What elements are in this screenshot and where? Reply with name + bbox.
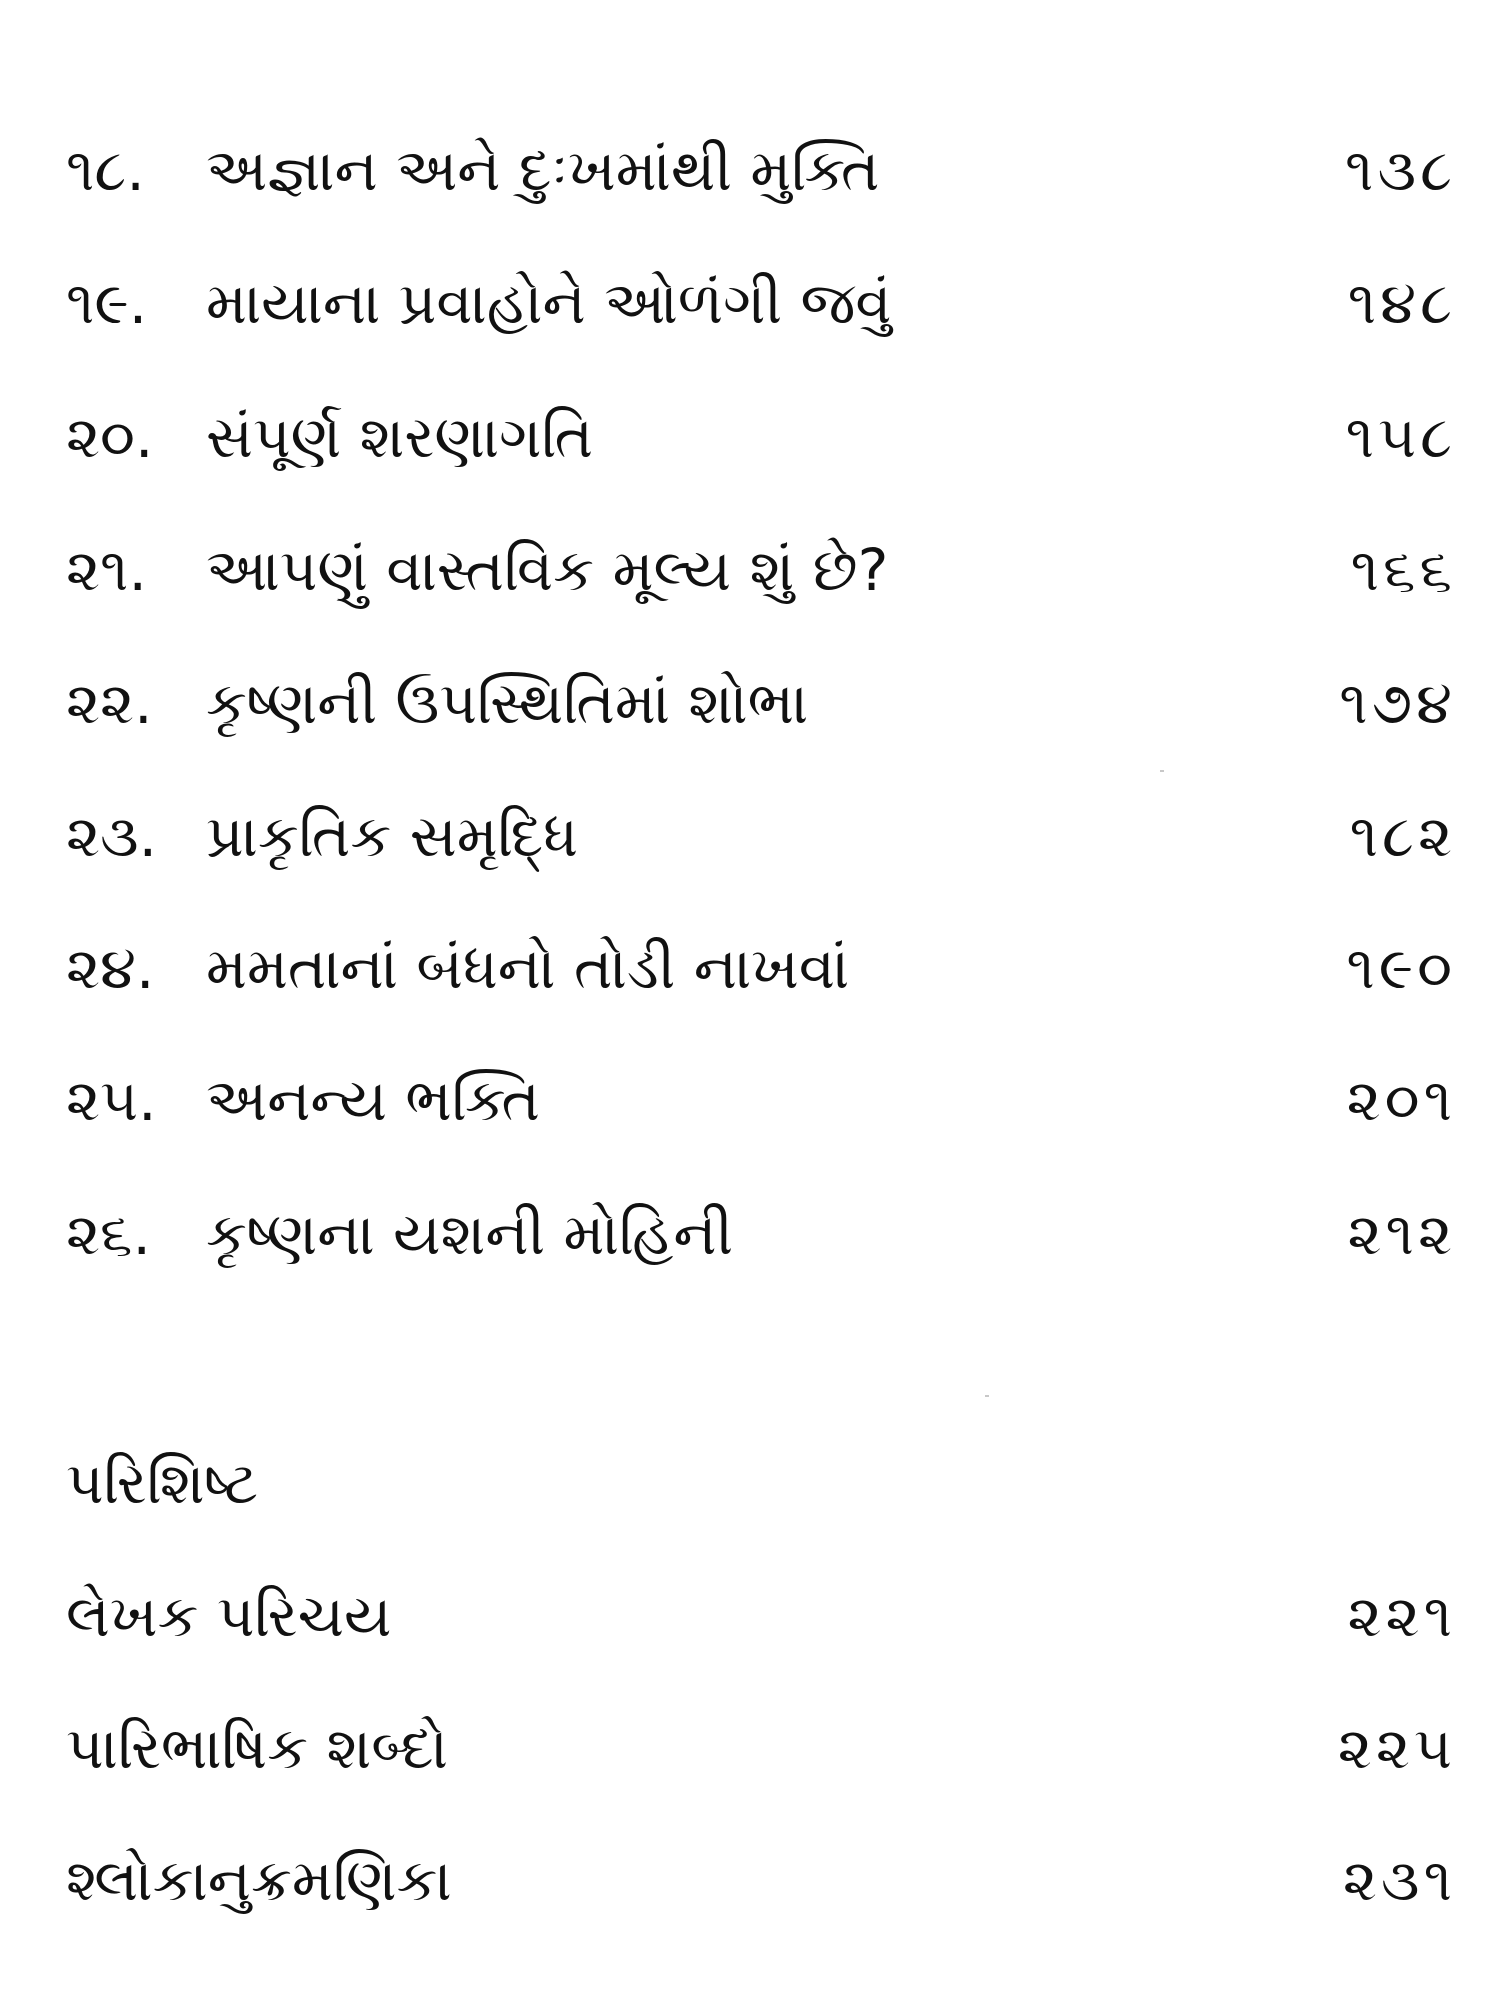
- page-number: ૨૧૨: [1347, 1200, 1456, 1268]
- chapter-number: ૨૩.: [66, 802, 158, 870]
- page-number: ૨૨૫: [1337, 1714, 1456, 1782]
- chapter-title: અનન્ય ભક્તિ: [206, 1066, 540, 1134]
- chapter-title: મમતાનાં બંધનો તોડી નાખવાં: [206, 934, 850, 1002]
- toc-entry-25: [66, 1052, 1456, 1148]
- chapter-title: કૃષ્ણના યશની મોહિની: [206, 1200, 734, 1268]
- chapter-number: ૨૫.: [66, 1066, 157, 1134]
- toc-entry-22: [66, 655, 1456, 751]
- chapter-title: આપણું વાસ્તવિક મૂલ્ય શું છે?: [206, 536, 889, 604]
- appendix-entry-verse-index: [66, 1832, 1456, 1928]
- appendix-entry-author: [66, 1568, 1456, 1664]
- chapter-number: ૨૦.: [66, 403, 154, 471]
- toc-entry-18: [66, 122, 1456, 218]
- chapter-number: ૨૪.: [66, 934, 155, 1002]
- chapter-number: ૧૯.: [66, 269, 148, 337]
- appendix-entry-glossary: [66, 1700, 1456, 1796]
- page-number: ૧૪૮: [1347, 269, 1456, 337]
- appendix-title: પારિભાષિક શબ્દો: [66, 1714, 449, 1782]
- chapter-title: સંપૂર્ણ શરણાગતિ: [206, 403, 594, 471]
- scan-speck: [985, 1395, 989, 1397]
- page-number: ૧૬૬: [1350, 536, 1456, 604]
- page-number: ૨૦૧: [1346, 1066, 1456, 1134]
- chapter-number: ૨૧.: [66, 536, 147, 604]
- scan-speck: [1160, 770, 1164, 772]
- toc-entry-21: [66, 522, 1456, 618]
- chapter-title: કૃષ્ણની ઉપસ્થિતિમાં શોભા: [206, 669, 809, 737]
- page-number: ૧૩૮: [1345, 136, 1456, 204]
- chapter-number: ૧૮.: [66, 136, 145, 204]
- page-number: ૧૫૮: [1345, 403, 1456, 471]
- page-number: ૧૯૦: [1346, 934, 1456, 1002]
- page-number: ૨૨૧: [1347, 1582, 1456, 1650]
- appendix-title: લેખક પરિચય: [66, 1582, 392, 1650]
- chapter-title: માયાના પ્રવાહોને ઓળંગી જવું: [206, 269, 892, 337]
- appendix-title: શ્લોકાનુક્રમણિકા: [66, 1846, 452, 1914]
- toc-entry-23: [66, 788, 1456, 884]
- chapter-title: પ્રાકૃતિક સમૃદ્ધિ: [206, 802, 579, 870]
- page-number: ૧૭૪: [1339, 669, 1456, 737]
- chapter-title: અજ્ઞાન અને દુઃખમાંથી મુક્તિ: [206, 136, 880, 204]
- toc-entry-20: [66, 389, 1456, 485]
- toc-entry-26: [66, 1186, 1456, 1282]
- toc-entry-24: [66, 920, 1456, 1016]
- toc-entry-19: [66, 255, 1456, 351]
- page-number: ૧૮૨: [1349, 802, 1456, 870]
- page-number: ૨૩૧: [1342, 1846, 1456, 1914]
- appendix-heading: પરિશિષ્ટ: [66, 1449, 259, 1517]
- chapter-number: ૨૨.: [66, 669, 153, 737]
- chapter-number: ૨૬.: [66, 1200, 151, 1268]
